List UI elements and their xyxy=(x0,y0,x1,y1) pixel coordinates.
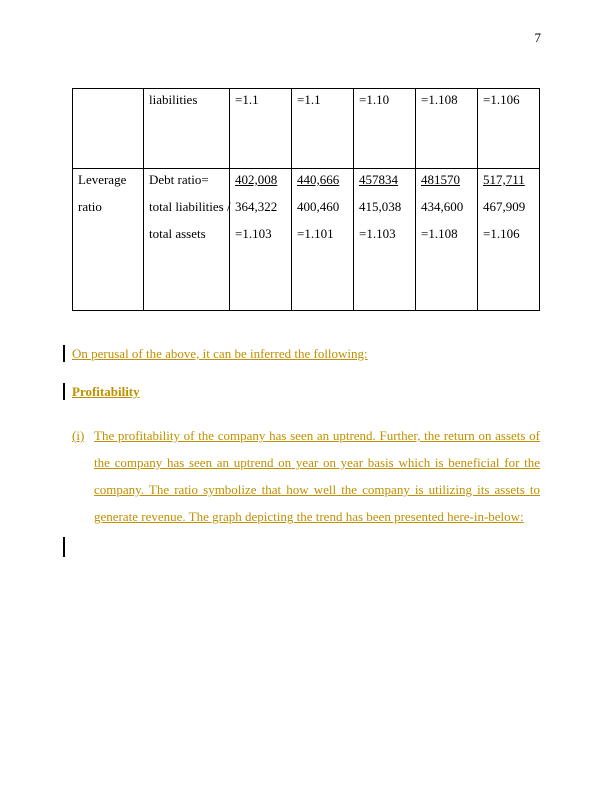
cell-text: liabilities xyxy=(149,92,198,107)
cell-debt-ratio-formula xyxy=(144,169,230,311)
body-text-block xyxy=(72,346,540,530)
cell-text: total assets xyxy=(149,226,206,241)
profitability-heading: Profitability xyxy=(72,384,140,399)
denominator-value: 415,038 xyxy=(359,199,402,214)
cell-leverage-year1 xyxy=(230,169,292,311)
cell-text: =1.1 xyxy=(297,92,321,107)
financial-ratios-table xyxy=(72,88,540,311)
ratio-result: =1.103 xyxy=(359,226,396,241)
ratio-result: =1.108 xyxy=(421,226,458,241)
cell-liab-year3 xyxy=(354,89,416,169)
cell-text: =1.106 xyxy=(483,92,520,107)
denominator-value: 467,909 xyxy=(483,199,526,214)
ratio-result: =1.103 xyxy=(235,226,272,241)
cell-leverage-year4 xyxy=(416,169,478,311)
profitability-paragraph xyxy=(72,422,540,530)
numerator-value: 517,711 xyxy=(483,172,525,187)
cell-leverage-year2 xyxy=(292,169,354,311)
denominator-value: 400,460 xyxy=(297,199,340,214)
cell-leverage-year5 xyxy=(478,169,540,311)
cell-leverage-year3 xyxy=(354,169,416,311)
table-row-liabilities xyxy=(73,89,540,169)
paragraph-text: The profitability of the company has seen an uptrend. Further, the return on assets of the company has seen an uptrend on year on year basis which is beneficial for the company. The ratio symbolize that how well the company is utilizing its assets to generate revenue. The graph depicting the trend has been presented here-in-below: xyxy=(94,428,540,524)
cell-liab-year2 xyxy=(292,89,354,169)
cell-liab-year1 xyxy=(230,89,292,169)
numerator-value: 402,008 xyxy=(235,172,278,187)
cell-liab-year4 xyxy=(416,89,478,169)
cell-leverage-label xyxy=(73,169,144,311)
numerator-value: 481570 xyxy=(421,172,460,187)
cell-text: =1.108 xyxy=(421,92,458,107)
list-item-marker: (i) xyxy=(72,428,85,443)
revision-change-bar xyxy=(63,383,65,400)
cell-text: total liabilities / xyxy=(149,199,231,214)
cell-text: Leverage xyxy=(78,172,127,187)
cell-text: Debt ratio= xyxy=(149,172,209,187)
cell-empty xyxy=(73,89,144,169)
page-number: 7 xyxy=(534,30,541,45)
cell-text: =1.1 xyxy=(235,92,259,107)
table-row-leverage xyxy=(73,169,540,311)
revision-change-bar xyxy=(63,537,65,557)
cell-text: =1.10 xyxy=(359,92,390,107)
numerator-value: 457834 xyxy=(359,172,398,187)
cell-liab-year5 xyxy=(478,89,540,169)
cell-liabilities-label xyxy=(144,89,230,169)
ratio-result: =1.106 xyxy=(483,226,520,241)
ratio-result: =1.101 xyxy=(297,226,334,241)
denominator-value: 434,600 xyxy=(421,199,464,214)
inference-intro-text: On perusal of the above, it can be inferred the following: xyxy=(72,346,368,361)
denominator-value: 364,322 xyxy=(235,199,278,214)
revision-change-bar xyxy=(63,345,65,362)
cell-text: ratio xyxy=(78,199,102,214)
numerator-value: 440,666 xyxy=(297,172,340,187)
